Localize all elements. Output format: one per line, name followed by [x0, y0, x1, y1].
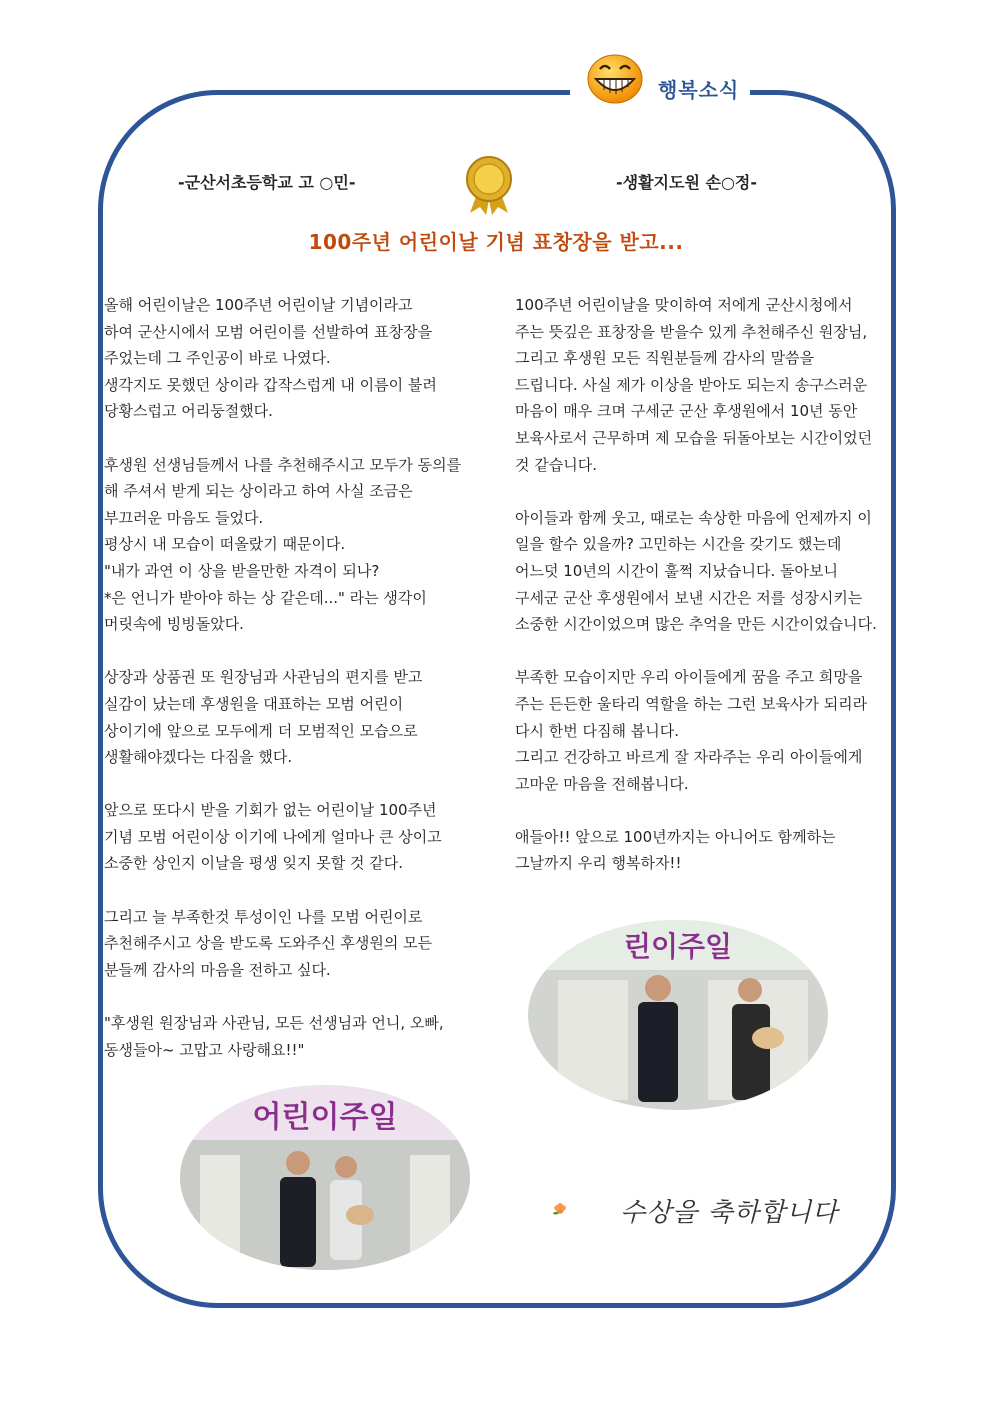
text-line: 상이기에 앞으로 모두에게 더 모범적인 모습으로: [104, 721, 418, 740]
paragraph: [104, 292, 461, 425]
text-line: 마음이 매우 크며 구세군 군산 후생원에서 10년 동안: [515, 402, 858, 421]
text-line: 머릿속에 빙빙돌았다.: [104, 615, 244, 634]
paragraph: [515, 824, 877, 877]
banner-text-right: 린이주일: [623, 930, 733, 963]
text-line: 분들께 감사의 마음을 전하고 싶다.: [104, 960, 331, 979]
text-line: 구세군 군산 후생원에서 보낸 시간은 저를 성장시키는: [515, 588, 863, 607]
banner-text: 어린이주일: [252, 1100, 398, 1135]
text-line: 것 같습니다.: [515, 455, 597, 474]
text-line: 주는 뜻깊은 표창장을 받을수 있게 추천해주신 원장님,: [515, 322, 868, 341]
text-line: 보육사로서 근무하며 제 모습을 뒤돌아보는 시간이었던: [515, 428, 873, 447]
text-line: 그리고 건강하고 바르게 잘 자라주는 우리 아이들에게: [515, 748, 863, 767]
text-line: "후생원 원장님과 사관님, 모든 선생님과 언니, 오빠,: [104, 1014, 444, 1033]
text-line: 동생들아~ 고맙고 사랑해요!!": [104, 1040, 305, 1059]
congratulations-caption: 수상을 축하합니다: [620, 1198, 839, 1228]
text-line: 생활해야겠다는 다짐을 했다.: [104, 748, 293, 767]
text-line: 올해 어린이날은 100주년 어린이날 기념이라고: [104, 296, 413, 314]
right-column-text: [515, 292, 877, 904]
text-line: 부족한 모습이지만 우리 아이들에게 꿈을 주고 희망을: [515, 668, 863, 687]
text-line: 당황스럽고 어리둥절했다.: [104, 402, 273, 421]
paragraph: [104, 797, 461, 877]
text-line: 소중한 시간이었으며 많은 추억을 만든 시간이었습니다.: [515, 615, 877, 634]
paragraph: [104, 904, 461, 984]
author-left: -군산서초등학교 고 ○민-: [178, 173, 356, 192]
text-line: 해 주셔서 받게 되는 상이라고 하여 사실 조금은: [104, 482, 413, 501]
text-line: 추천해주시고 상을 받도록 도와주신 후생원의 모든: [104, 934, 433, 953]
text-line: 평상시 내 모습이 떠올랐기 때문이다.: [104, 535, 346, 554]
text-line: 어느덧 10년의 시간이 훌쩍 지났습니다. 돌아보니: [515, 561, 839, 580]
left-column-text: [104, 292, 461, 1090]
text-line: 그리고 후생원 모든 직원분들께 감사의 말씀을: [515, 349, 815, 368]
text-line: 부끄러운 마음도 들었다.: [104, 508, 264, 527]
text-line: 일을 할수 있을까? 고민하는 시간을 갖기도 했는데: [515, 535, 842, 554]
section-title: 행복소식: [658, 78, 740, 102]
gold-medal-icon: [462, 155, 516, 215]
text-line: 생각지도 못했던 상이라 갑작스럽게 내 이름이 불려: [104, 375, 437, 394]
smiley-icon: [586, 52, 644, 104]
paragraph: [104, 1010, 461, 1063]
text-line: 실감이 났는데 후생원을 대표하는 모범 어린이: [104, 694, 404, 713]
text-line: 앞으로 또다시 받을 기회가 없는 어린이날 100주년: [104, 801, 437, 820]
text-line: *은 언니가 받아야 하는 상 같은데..." 라는 생각이: [104, 588, 427, 607]
text-line: "내가 과연 이 상을 받을만한 자격이 되나?: [104, 561, 380, 580]
text-line: 고마운 마음을 전해봅니다.: [515, 774, 689, 793]
text-line: 100주년 어린이날을 맞이하여 저에게 군산시청에서: [515, 296, 853, 314]
text-line: 아이들과 함께 웃고, 때로는 속상한 마음에 언제까지 이: [515, 508, 872, 527]
text-line: 그날까지 우리 행복하자!!: [515, 854, 682, 873]
headline: 100주년 어린이날 기념 표창장을 받고...: [308, 230, 684, 254]
text-line: 후생원 선생님들께서 나를 추천해주시고 모두가 동의를: [104, 455, 462, 474]
flower-icon: [552, 1180, 622, 1240]
paragraph: [104, 452, 461, 638]
text-line: 드립니다. 사실 제가 이상을 받아도 되는지 송구스러운: [515, 375, 868, 394]
award-photo-child: [180, 1085, 470, 1270]
text-line: 주는 든든한 울타리 역할을 하는 그런 보육사가 되리라: [515, 694, 868, 713]
text-line: 다시 한번 다짐해 봅니다.: [515, 721, 679, 740]
text-line: 소중한 상인지 이날을 평생 잊지 못할 것 같다.: [104, 854, 403, 873]
paragraph: [515, 292, 877, 478]
text-line: 애들아!! 앞으로 100년까지는 아니어도 함께하는: [515, 827, 836, 846]
text-line: 하여 군산시에서 모범 어린이를 선발하여 표창장을: [104, 322, 433, 341]
text-line: 상장과 상품권 또 원장님과 사관님의 편지를 받고: [104, 668, 423, 687]
author-right: -생활지도원 손○정-: [616, 173, 758, 192]
award-photo-staff: [528, 920, 828, 1110]
text-line: 그리고 늘 부족한것 투성이인 나를 모범 어린이로: [104, 907, 423, 926]
text-line: 주었는데 그 주인공이 바로 나였다.: [104, 349, 331, 368]
paragraph: [515, 664, 877, 797]
text-line: 기념 모범 어린이상 이기에 나에게 얼마나 큰 상이고: [104, 827, 442, 846]
paragraph: [104, 664, 461, 770]
paragraph: [515, 505, 877, 638]
